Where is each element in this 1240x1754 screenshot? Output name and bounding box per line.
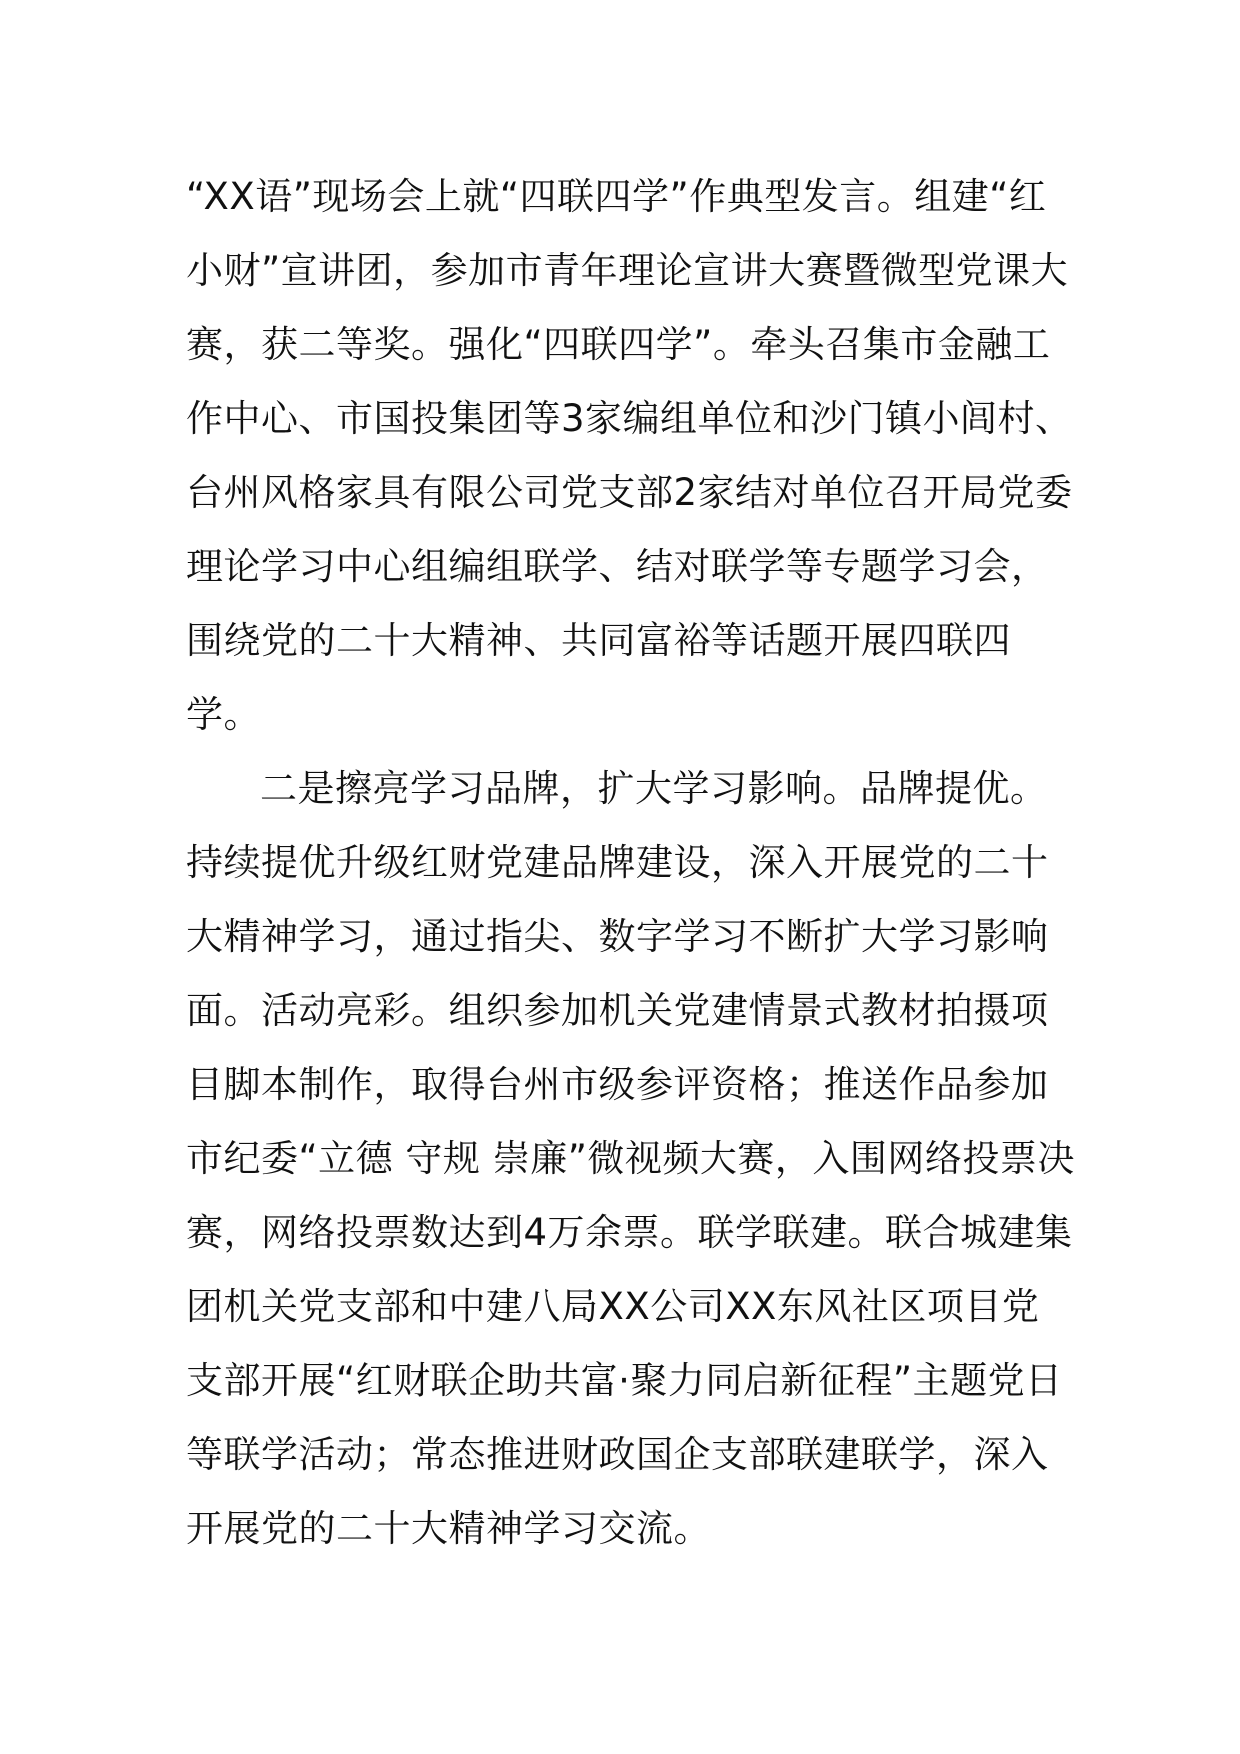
paragraph-four-links-study: “XX语”现场会上就“四联四学”作典型发言。组建“红小财”宣讲团，参加市青年理论宣讲大赛暨微型党课大赛，获二等奖。强化“四联四学”。牵头召集市金融工作中心、市国投集团等3家编组单位和沙门镇小闾村、台州风格家具有限公司党支部2家结对单位召开局党委理论学习中心组编组联学、结对联学等专题学习会，围绕党的二十大精神、共同富裕等话题开展四联四学。 bbox=[186, 175, 1073, 736]
document-body bbox=[186, 160, 1076, 1566]
paragraph-study-brand: 二是擦亮学习品牌，扩大学习影响。品牌提优。持续提优升级红财党建品牌建设，深入开展党的二十大精神学习，通过指尖、数字学习不断扩大学习影响面。活动亮彩。组织参加机关党建情景式教材拍摄项目脚本制作，取得台州市级参评资格；推送作品参加市纪委“立德 守规 崇廉”微视频大赛，入围网络投票决赛，网络投票数达到4万余票。联学联建。联合城建集团机关党支部和中建八局XX公司XX东风社区项目党支部开展“红财联企助共富·聚力同启新征程”主题党日等联学活动；常态推进财政国企支部联建联学，深入开展党的二十大精神学习交流。 bbox=[186, 767, 1075, 1550]
